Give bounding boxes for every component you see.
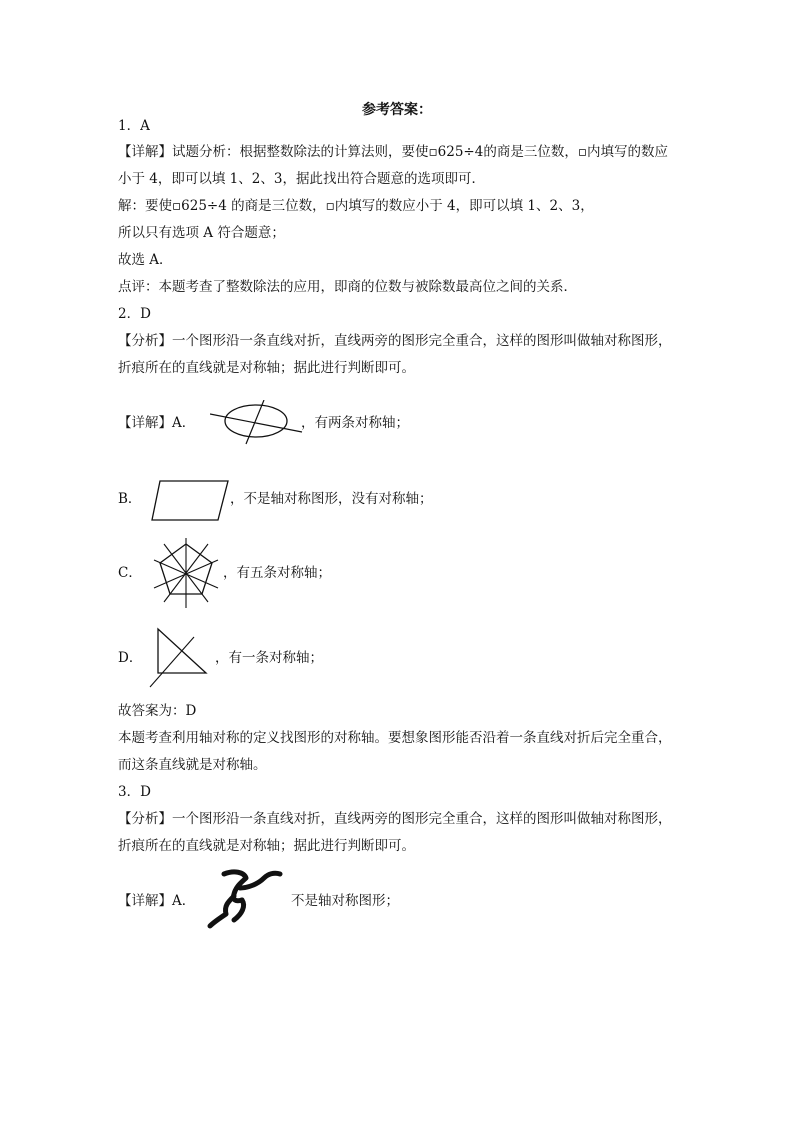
parallelogram-figure <box>150 480 230 522</box>
q2-option-b-text: ，不是轴对称图形，没有对称轴； <box>230 491 433 507</box>
q2-option-a-label: 【详解】A． <box>118 415 196 431</box>
q2-answer-line: 故答案为：D <box>118 703 197 719</box>
q2-number: 2．D <box>118 306 151 322</box>
q1-comment-line: 点评：本题考查了整数除法的应用，即商的位数与被除数最高位之间的关系． <box>118 279 577 295</box>
q2-summary-line2: 而这条直线就是对称轴。 <box>118 757 267 773</box>
running-figure-icon <box>206 866 284 930</box>
q2-analysis-line2: 折痕所在的直线就是对称轴；据此进行判断即可。 <box>118 360 415 376</box>
q2-option-a <box>118 400 678 470</box>
page-title: 参考答案： <box>362 102 432 118</box>
q2-option-d-text: ，有一条对称轴； <box>215 650 323 666</box>
q2-analysis-line1: 【分析】一个图形沿一条直线对折，直线两旁的图形完全重合，这样的图形叫做轴对称图形， <box>118 333 672 349</box>
q1-choose-line: 故选 A． <box>118 252 173 268</box>
q2-option-c-text: ，有五条对称轴； <box>223 565 331 581</box>
q2-option-d <box>118 627 678 697</box>
q3-number: 3．D <box>118 784 151 800</box>
q2-option-a-text: ，有两条对称轴； <box>301 415 409 431</box>
q3-analysis-line2: 折痕所在的直线就是对称轴；据此进行判断即可。 <box>118 838 415 854</box>
q2-summary-line1: 本题考查利用轴对称的定义找图形的对称轴。要想象图形能否沿着一条直线对折后完全重合， <box>118 730 672 746</box>
q1-solve-line: 解：要使▫625÷4 的商是三位数，▫内填写的数应小于 4，即可以填 1、2、3， <box>118 198 594 214</box>
q3-option-a-label: 【详解】A． <box>118 893 196 909</box>
pentagon-figure <box>150 538 222 610</box>
q3-option-a-text: 不是轴对称图形； <box>291 893 399 909</box>
q2-option-c-label: C． <box>118 565 142 581</box>
q2-option-b-label: B． <box>118 491 142 507</box>
q1-detail-line2: 小于 4，即可以填 1、2、3，据此找出符合题意的选项即可． <box>118 171 485 187</box>
q1-number: 1．A <box>118 118 150 134</box>
triangle-figure <box>146 627 210 689</box>
q1-so-line: 所以只有选项 A 符合题意； <box>118 225 285 241</box>
q2-option-c <box>118 538 678 608</box>
q2-option-d-label: D． <box>118 650 143 666</box>
q3-analysis-line1: 【分析】一个图形沿一条直线对折，直线两旁的图形完全重合，这样的图形叫做轴对称图形， <box>118 811 672 827</box>
q3-option-a <box>118 862 678 932</box>
q1-detail-line1: 【详解】试题分析：根据整数除法的计算法则，要使▫625÷4的商是三位数，▫内填写的数应 <box>118 144 668 160</box>
